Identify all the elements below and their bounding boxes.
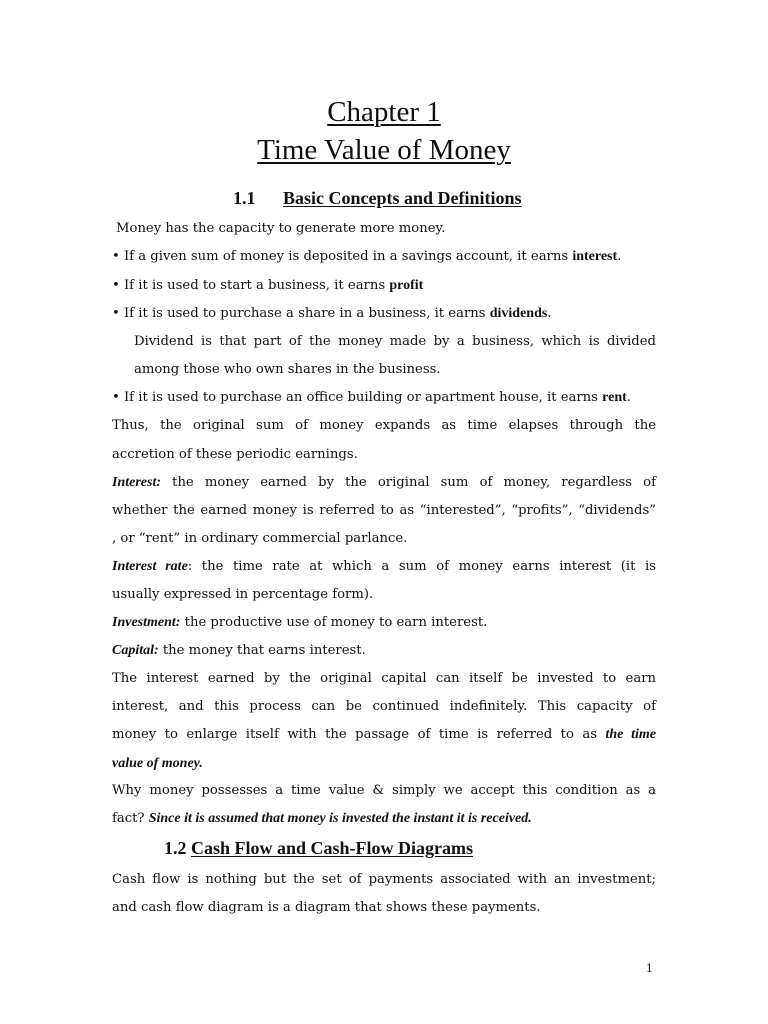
definition-text: the money earned by the original sum of money, regardless of bbox=[161, 475, 656, 490]
bullet-interest bbox=[112, 248, 621, 266]
cashflow-line-2: and cash flow diagram is a diagram that shows these payments. bbox=[112, 900, 541, 915]
term-rent: rent bbox=[602, 390, 627, 405]
chapter-title: Time Value of Money bbox=[257, 134, 511, 166]
term-interest-def: Interest: bbox=[112, 475, 161, 490]
paragraph-line-2: interest, and this process can be continued indefinitely. This capacity of bbox=[112, 699, 656, 714]
chapter-heading: Chapter 1 bbox=[327, 96, 441, 128]
paragraph-line-4 bbox=[112, 755, 203, 773]
investment-definition bbox=[112, 614, 487, 632]
emphasis-assumption: Since it is assumed that money is invested the instant it is received. bbox=[148, 811, 532, 826]
term-interest-rate: Interest rate bbox=[112, 559, 188, 574]
paragraph-line-5: Why money possesses a time value & simply we accept this condition as a bbox=[112, 783, 656, 798]
section-title: Cash Flow and Cash-Flow Diagrams bbox=[191, 838, 474, 858]
bullet-text: • If it is used to purchase an office building or apartment house, it earns bbox=[112, 390, 603, 405]
term-investment: Investment: bbox=[112, 615, 181, 630]
thus-line-2: accretion of these periodic earnings. bbox=[112, 447, 358, 462]
paragraph-line-1: The interest earned by the original capital can itself be invested to earn bbox=[112, 671, 656, 686]
term-dividends: dividends bbox=[489, 306, 548, 321]
bullet-dividends bbox=[112, 305, 552, 323]
bullet-text: • If a given sum of money is deposited in a savings account, it earns bbox=[112, 249, 573, 264]
section-title: Basic Concepts and Definitions bbox=[283, 188, 522, 208]
term-interest: interest bbox=[572, 249, 618, 264]
emphasis-time-value: the time bbox=[605, 727, 656, 742]
thus-line-1: Thus, the original sum of money expands as time elapses through the bbox=[112, 418, 656, 433]
section-heading-1-2 bbox=[164, 838, 473, 859]
bullet-rent bbox=[112, 389, 631, 407]
definition-text: the productive use of money to earn interest. bbox=[180, 615, 488, 630]
bullet-end: . bbox=[617, 249, 622, 264]
term-profit: profit bbox=[389, 278, 424, 293]
bullet-end: . bbox=[626, 390, 631, 405]
dividend-definition-line-2: among those who own shares in the business. bbox=[134, 362, 441, 377]
section-heading-1-1 bbox=[233, 188, 522, 209]
term-capital: Capital: bbox=[112, 643, 159, 658]
section-number: 1.2 bbox=[164, 838, 191, 858]
interest-definition-line-1 bbox=[112, 474, 656, 492]
definition-text: : the time rate at which a sum of money earns interest (it is bbox=[187, 559, 656, 574]
bullet-end: . bbox=[547, 306, 552, 321]
dividend-definition-line-1: Dividend is that part of the money made by a business, which is divided bbox=[134, 334, 656, 349]
section-number: 1.1 bbox=[233, 188, 256, 208]
paragraph-line-6 bbox=[112, 810, 532, 828]
interest-rate-definition-line-1 bbox=[112, 558, 656, 576]
intro-text: Money has the capacity to generate more money. bbox=[116, 221, 446, 236]
bullet-text: • If it is used to start a business, it earns bbox=[112, 278, 390, 293]
definition-text: the money that earns interest. bbox=[158, 643, 366, 658]
paragraph-text: money to enlarge itself with the passage of time is referred to as bbox=[112, 727, 606, 742]
bullet-text: • If it is used to purchase a share in a business, it earns bbox=[112, 306, 490, 321]
interest-rate-definition-line-2: usually expressed in percentage form). bbox=[112, 587, 374, 602]
interest-definition-line-3: , or “rent” in ordinary commercial parlance. bbox=[112, 531, 408, 546]
interest-definition-line-2: whether the earned money is referred to as “interested”, “profits”, “dividends” bbox=[112, 503, 656, 518]
page-number: 1 bbox=[646, 960, 653, 975]
capital-definition bbox=[112, 642, 366, 660]
paragraph-text: fact? bbox=[112, 811, 149, 826]
paragraph-line-3 bbox=[112, 726, 656, 744]
bullet-profit bbox=[112, 277, 423, 295]
emphasis-value-of-money: value of money. bbox=[112, 756, 203, 771]
cashflow-line-1: Cash flow is nothing but the set of payments associated with an investment; bbox=[112, 872, 656, 887]
